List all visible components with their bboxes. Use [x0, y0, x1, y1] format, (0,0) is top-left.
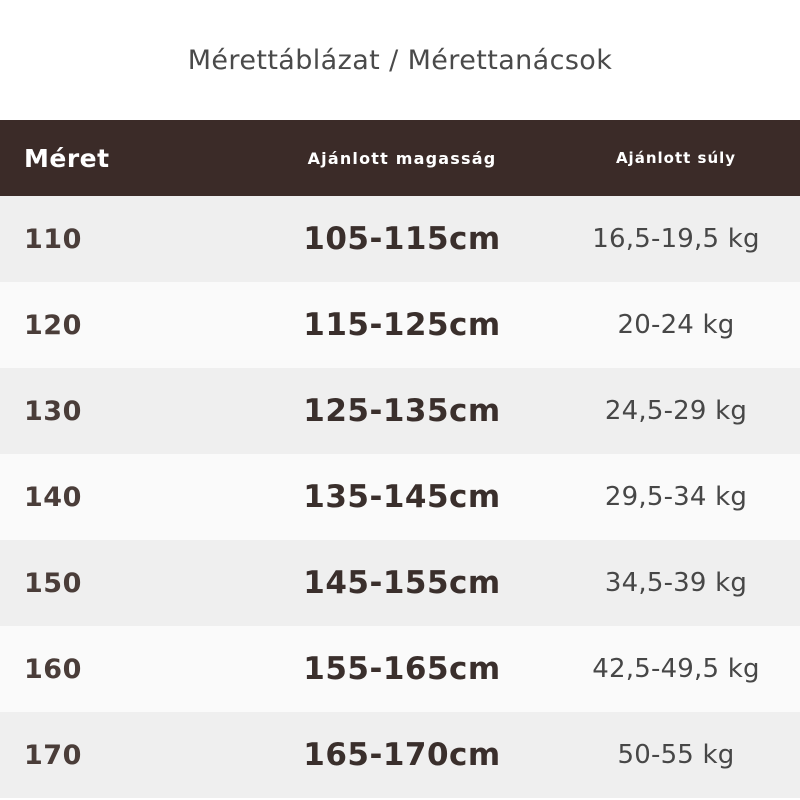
cell-weight: 29,5-34 kg — [552, 454, 800, 540]
cell-weight: 50-55 kg — [552, 712, 800, 798]
page-title: Mérettáblázat / Mérettanácsok — [187, 44, 613, 76]
cell-weight: 42,5-49,5 kg — [552, 626, 800, 712]
cell-size: 160 — [0, 626, 252, 712]
table-header — [0, 120, 800, 196]
cell-height: 155-165cm — [252, 626, 552, 712]
table-body — [0, 196, 800, 798]
table-row — [0, 368, 800, 454]
table-row — [0, 540, 800, 626]
title-area — [0, 0, 800, 120]
table-row — [0, 712, 800, 798]
table-header-row — [0, 120, 800, 196]
cell-height: 145-155cm — [252, 540, 552, 626]
cell-height: 105-115cm — [252, 196, 552, 282]
size-chart-table — [0, 120, 800, 798]
cell-size: 140 — [0, 454, 252, 540]
cell-weight: 34,5-39 kg — [552, 540, 800, 626]
cell-size: 130 — [0, 368, 252, 454]
cell-height: 165-170cm — [252, 712, 552, 798]
cell-size: 150 — [0, 540, 252, 626]
column-header-weight: Ajánlott súly — [552, 120, 800, 196]
table-row — [0, 282, 800, 368]
cell-size: 170 — [0, 712, 252, 798]
cell-size: 120 — [0, 282, 252, 368]
cell-height: 125-135cm — [252, 368, 552, 454]
cell-weight: 24,5-29 kg — [552, 368, 800, 454]
cell-height: 135-145cm — [252, 454, 552, 540]
table-row — [0, 196, 800, 282]
column-header-height: Ajánlott magasság — [252, 120, 552, 196]
cell-size: 110 — [0, 196, 252, 282]
column-header-size: Méret — [0, 120, 252, 196]
cell-height: 115-125cm — [252, 282, 552, 368]
cell-weight: 16,5-19,5 kg — [552, 196, 800, 282]
table-row — [0, 626, 800, 712]
table-row — [0, 454, 800, 540]
cell-weight: 20-24 kg — [552, 282, 800, 368]
